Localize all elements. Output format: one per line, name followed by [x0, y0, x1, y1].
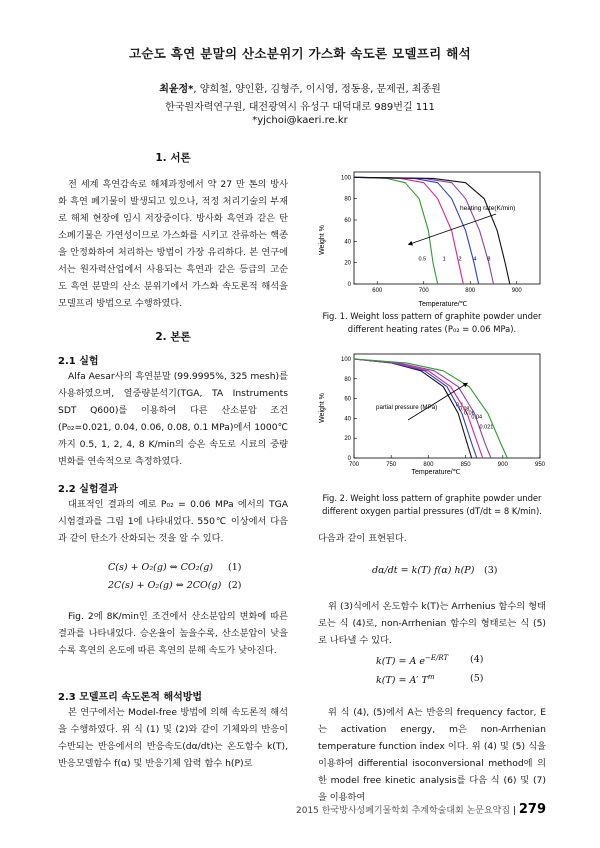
page-number: 279 [518, 802, 546, 817]
fig1-plot-xtick-label: 800 [465, 288, 476, 294]
fig2-plot-ytick-label: 100 [340, 356, 351, 363]
fig2-plot-xtick-label: 750 [386, 462, 397, 468]
equation-2-number: (2) [228, 580, 242, 591]
final-paragraph: 위 식 (4), (5)에서 A는 반응의 frequency factor, E는 activation energy, m은 non-Arrhenian temperature function index 이다. 위 (4) 및 (5) 식을 이용하여 differential isoconversional method에 의한 model free kinetic analysis를 다음 식 (6) 및 (7)을 이용하여 [318, 707, 546, 803]
body-heading: 2. 본론 [155, 331, 191, 343]
fig1-plot-xtick-label: 600 [372, 288, 383, 294]
fig1-plot-curve-label: 8 [487, 256, 491, 263]
fig2-plot-ytick-label: 60 [344, 396, 351, 403]
intro-heading: 1. 서론 [155, 152, 191, 164]
equation-2: 2C(s) + O₂(g) ⇔ 2CO(g) [108, 580, 222, 591]
experiment-paragraph: Alfa Aesar사의 흑연분말 (99.9995%, 325 mesh)를 사용하였으며, 열중량분석기(TGA, TA Instruments SDT Q600)를 이용하여 다른 산소분압 조건 (P₀₂=0.021, 0.04, 0.06, 0.08, 0.1 MPa)에서 1000℃ 까지 0.5, 1, 2, 4, 8 K/min의 승온 속도로 시료의 중량 변화를 연속적으로 측정하였다. [58, 371, 288, 467]
fig1-arrow [410, 214, 496, 244]
figure-1-chart [318, 160, 550, 308]
lead-author: 최윤정* [159, 84, 194, 95]
fig1-plot-curve-label: 1 [442, 256, 446, 263]
coauthors: , 양희철, 양인환, 김형주, 이시영, 정동용, 문제권, 최종원 [193, 84, 441, 95]
equation-4-number: (4) [470, 654, 484, 665]
equation-3-paragraph: 위 (3)식에서 온도함수 k(T)는 Arrhenius 함수의 형태로는 식 (4)로, non-Arrhenian 함수의 형태로는 식 (5)로 나타낼 수 있다. [318, 601, 546, 646]
equation-4: k(T) = A $e^{-E/RT}$ [376, 654, 449, 668]
fig2-plot-xtick-label: 800 [423, 462, 434, 468]
result-paragraph: 대표적인 결과의 예로 P₀₂ = 0.06 MPa 에서의 TGA 시험결과를 그림 1에 나타내었다. 550℃ 이상에서 다음과 같이 탄소가 산화되는 것을 알 수 있다. [58, 499, 288, 544]
experiment-heading: 2.1 실험 [58, 356, 99, 367]
fig1-plot-curve-label: 0.5 [418, 256, 427, 263]
fig2-plot-xtick-label: 900 [497, 462, 508, 468]
fig2-plot-xtick-label: 850 [460, 462, 471, 468]
fig1-plot-xtick-label: 700 [418, 288, 429, 294]
fig2-plot-curve-label: 0.021 [479, 424, 494, 431]
fig1-plot-ytick-label: 40 [344, 239, 351, 246]
fig2-plot-curve-label: 0.08 [458, 406, 470, 413]
fig1-plot-series-0.5 [354, 177, 438, 284]
fig2-discussion: Fig. 2에 8K/min인 조건에서 산소분압의 변화에 따른 결과를 나타내었다. 승온율이 높을수록, 산소분압이 낮을수록 흑연의 온도에 따른 흑연의 분해 속도가 낮아진다. [58, 611, 288, 656]
fig2-plot-xtick-label: 700 [348, 462, 360, 468]
fig2-plot-ytick-label: 0 [347, 456, 351, 462]
fig2-plot-curve-label: 0.04 [471, 414, 483, 421]
figure-2-caption: Fig. 2. Weight loss pattern of graphite powder under different oxygen partial pressures (dT/dt = 8 K/min). [322, 493, 542, 516]
fig1-plot-ytick-label: 60 [344, 218, 351, 224]
equation-1: C(s) + O₂(g) ⇔ CO₂(g) [108, 562, 214, 573]
model-paragraph: 본 연구에서는 Model-free 방법에 의해 속도론적 해석을 수행하였다. 위 식 (1) 및 (2)와 같이 기체와의 반응이 수반되는 반응에서의 반응속도(dα/dt)는 온도함수 k(T), 반응모델함수 f(α) 및 반응기체 압력 함수 h(P)로 [58, 707, 288, 769]
fig1-plot-xtick-label: 900 [511, 288, 522, 294]
equation-5: k(T) = A′ $T^m$ [376, 673, 435, 687]
fig2-xlabel: Temperature/℃ [411, 469, 461, 476]
footer-text: 2015 한국방사성폐기물학회 추계학술대회 논문요약집 [296, 806, 511, 816]
fig1-plot-curve-label: 2 [458, 256, 462, 263]
fig1-plot-ytick-label: 0 [347, 282, 351, 288]
paper-title: 고순도 흑연 분말의 산소분위기 가스화 속도론 모델프리 해석 [129, 46, 471, 61]
fig2-plot-curve-label: 0.1 [455, 402, 464, 409]
fig1-plot-ytick-label: 100 [340, 175, 351, 182]
figure-2-chart [318, 346, 550, 476]
equation-5-number: (5) [470, 673, 484, 684]
fig1-ylabel: Weight % [319, 225, 326, 255]
fig1-plot-ytick-label: 20 [344, 260, 351, 267]
figure-1-caption: Fig. 1. Weight loss pattern of graphite powder under different heating rates (P₀₂ = 0.06 MPa). [322, 311, 542, 334]
fig2-plot-curve-label: 0.06 [463, 410, 475, 417]
fig2-plot-xtick-label: 950 [534, 462, 546, 468]
result-heading: 2.2 실험결과 [58, 484, 118, 495]
fig1-annotation: heating rate(K/min) [460, 205, 516, 212]
email: *yjchoi@kaeri.re.kr [252, 115, 348, 126]
fig1-plot-frame [354, 172, 540, 284]
fig1-plot-series-8 [354, 177, 510, 284]
fig1-xlabel: Temperature/℃ [418, 301, 468, 308]
fig1-plot-series-4 [354, 177, 494, 284]
right-intro: 다음과 같이 표현된다. [318, 533, 407, 544]
affiliation: 한국원자력연구원, 대전광역시 유성구 대덕대로 989번길 111 [165, 102, 435, 113]
fig1-plot-ytick-label: 80 [344, 196, 351, 203]
intro-paragraph: 전 세계 흑연감속로 해체과정에서 약 27 만 톤의 방사화 흑연 폐기물이 발생되고 있으나, 적정 처리기술의 부재로 해체 현장에 임시 저장중이다. 방사화 흑연과 같은 탄소폐기물은 가연성이므로 가스화를 시키고 잔류하는 핵종을 안정화하여 처리하는 방법이 가장 유리하다. 본 연구에서는 원자력산업에서 사용되는 흑연과 같은 등급의 고순도 흑연 분말의 산소 분위기에서 가스화 속도론적 해석을 모델프리 방법으로 수행하였다. [58, 179, 288, 309]
fig2-plot-ytick-label: 40 [344, 416, 351, 423]
equation-1-number: (1) [228, 562, 242, 573]
page-footer: 2015 한국방사성폐기물학회 추계학술대회 논문요약집 | 279 [296, 802, 546, 817]
fig1-plot-curve-label: 4 [473, 256, 477, 263]
fig2-annotation: partial pressure (MPa) [376, 404, 438, 411]
author-list [0, 80, 600, 95]
fig2-plot-ytick-label: 20 [344, 436, 351, 443]
equation-3: dα/dt = k(T) f(α) h(P) [372, 565, 475, 576]
fig2-ylabel: Weight % [319, 393, 326, 423]
model-heading: 2.3 모델프리 속도론적 해석방법 [58, 692, 203, 703]
equation-3-number: (3) [484, 565, 498, 576]
fig2-plot-ytick-label: 80 [344, 376, 351, 383]
